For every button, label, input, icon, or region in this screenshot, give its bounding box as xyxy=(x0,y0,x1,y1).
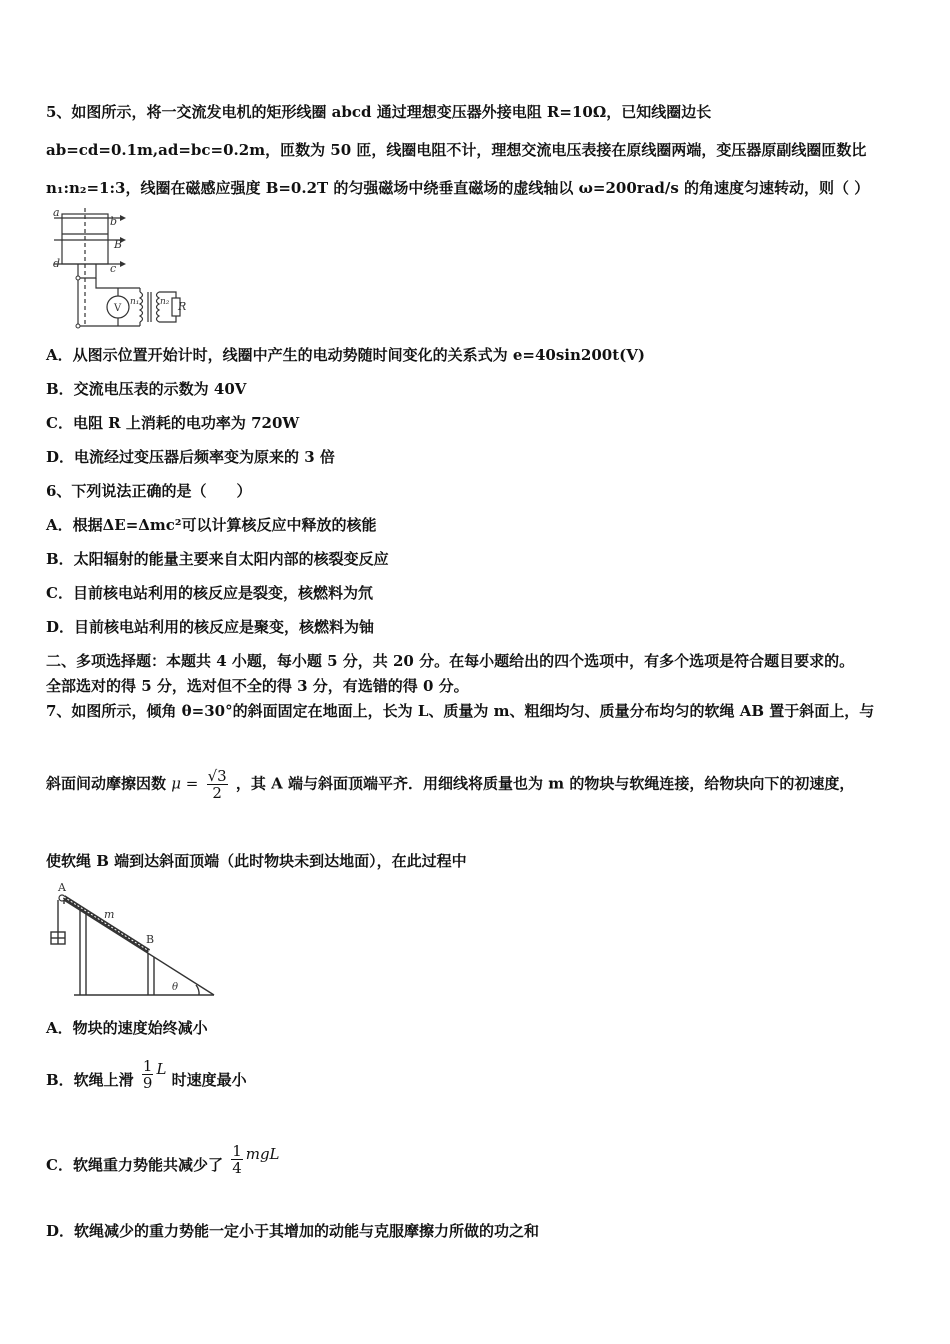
q6-option-c: C．目前核电站利用的核反应是裂变，核燃料为氘 xyxy=(46,584,373,602)
q7-option-a: A．物块的速度始终减小 xyxy=(46,1019,208,1037)
optb-numerator: 1 xyxy=(142,1057,153,1075)
q7-line2 xyxy=(46,768,854,801)
label-c: c xyxy=(110,262,117,275)
section2-line2: 全部选对的得 5 分，选对但不全的得 3 分，有选错的得 0 分。 xyxy=(46,677,469,695)
section2-line1: 二、多项选择题：本题共 4 小题，每小题 5 分，共 20 分。在每小题给出的四个选项中，有多个选项是符合题目要求的。 xyxy=(46,652,855,670)
q6-option-d: D．目前核电站利用的核反应是聚变，核燃料为铀 xyxy=(46,618,375,636)
q7-line3: 使软绳 B 端到达斜面顶端（此时物块未到达地面），在此过程中 xyxy=(46,852,467,870)
q6-stem: 6、下列说法正确的是（ ） xyxy=(46,482,252,500)
q5-option-a: A．从图示位置开始计时，线圈中产生的电动势随时间变化的关系式为 e=40sin200t(V) xyxy=(46,346,645,364)
q7-optc-pre: C．软绳重力势能共减少了 xyxy=(46,1156,223,1174)
optc-var: mgL xyxy=(245,1145,280,1163)
q5-line1: 5、如图所示，将一交流发电机的矩形线圈 abcd 通过理想变压器外接电阻 R=10Ω，已知线圈边长 xyxy=(46,103,712,121)
q5-line3: n₁:n₂=1:3，线圈在磁感应强度 B=0.2T 的匀强磁场中绕垂直磁场的虚线轴以 ω=200rad/s 的角速度匀速转动，则（ ） xyxy=(46,179,870,197)
mu-symbol: μ = xyxy=(171,774,199,793)
q7-line2-pre: 斜面间动摩擦因数 xyxy=(46,774,167,793)
q7-optb-post: 时速度最小 xyxy=(171,1071,247,1089)
label-b: b xyxy=(110,215,118,228)
q7-line1: 7、如图所示，倾角 θ=30°的斜面固定在地面上，长为 L、质量为 m、粗细均匀、质量分布均匀的软绳 AB 置于斜面上，与 xyxy=(46,702,875,720)
label-n1: n₁ xyxy=(130,297,140,307)
q5-option-d: D．电流经过变压器后频率变为原来的 3 倍 xyxy=(46,448,335,466)
q5-generator-figure xyxy=(50,208,200,333)
q7-option-d: D．软绳减少的重力势能一定小于其增加的动能与克服摩擦力所做的功之和 xyxy=(46,1222,540,1240)
label-R: R xyxy=(178,300,187,313)
q7-optb-pre: B．软绳上滑 xyxy=(46,1071,134,1089)
q5-option-b: B．交流电压表的示数为 40V xyxy=(46,380,247,398)
label-d: d xyxy=(53,257,61,270)
optb-var: L xyxy=(156,1060,167,1078)
label-n2: n₂ xyxy=(160,297,170,307)
optc-denominator: 4 xyxy=(232,1159,242,1177)
theta-arc xyxy=(196,985,199,995)
mu-numerator: √3 xyxy=(207,767,227,785)
label-theta: θ xyxy=(172,982,179,993)
mu-fraction xyxy=(207,768,228,801)
q7-option-b xyxy=(46,1058,247,1091)
label-B-end: B xyxy=(146,933,155,946)
optc-fraction xyxy=(231,1143,243,1176)
optb-denominator: 9 xyxy=(142,1074,153,1092)
label-m: m xyxy=(104,908,115,921)
q5-line2: ab=cd=0.1m,ad=bc=0.2m，匝数为 50 匝，线圈电阻不计，理想交流电压表接在原线圈两端，变压器原副线圈匝数比 xyxy=(46,141,867,159)
q5-option-c: C．电阻 R 上消耗的电功率为 720W xyxy=(46,414,300,432)
q7-line2-post: ，其 A 端与斜面顶端平齐．用细线将质量也为 m 的物块与软绳连接，给物块向下的初速度， xyxy=(235,774,855,793)
optb-fraction xyxy=(142,1058,154,1091)
label-V: V xyxy=(114,303,122,314)
label-a: a xyxy=(53,208,60,219)
label-B: B xyxy=(114,238,123,251)
optc-numerator: 1 xyxy=(232,1142,242,1160)
q6-option-a: A．根据ΔE=Δmc²可以计算核反应中释放的核能 xyxy=(46,516,377,534)
q6-option-b: B．太阳辐射的能量主要来自太阳内部的核裂变反应 xyxy=(46,550,389,568)
label-A: A xyxy=(58,881,66,894)
mu-denominator: 2 xyxy=(212,784,222,802)
q7-incline-figure xyxy=(44,880,224,1000)
secondary-coil xyxy=(157,292,160,322)
primary-coil xyxy=(140,292,143,322)
q7-option-c xyxy=(46,1143,280,1176)
